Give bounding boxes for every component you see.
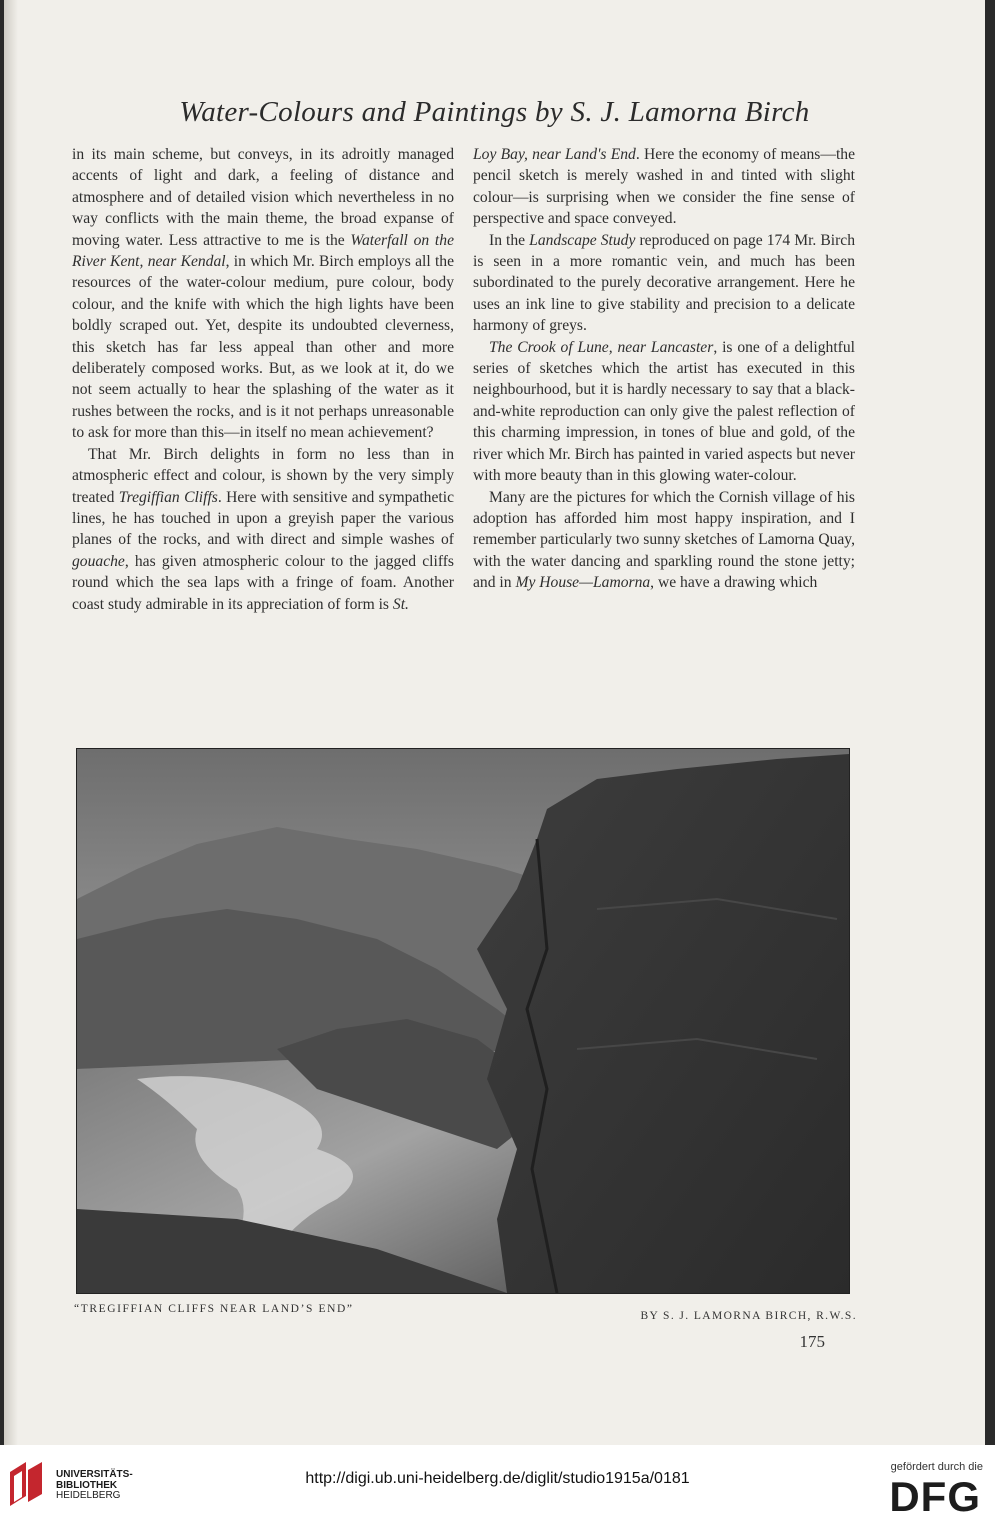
italic-title: Loy Bay, near Land's End <box>473 146 636 163</box>
text-run: In the <box>489 231 530 249</box>
source-url[interactable]: http://digi.ub.uni-heidelberg.de/diglit/studio1915a/0181 <box>305 1470 690 1487</box>
dfg-logo: DFG <box>889 1473 981 1520</box>
italic-title: My House—Lamorna <box>515 574 651 592</box>
text-run: , is one of a delightful series of sketches which the artist has executed in this neighbourhood, but it is hardly necessary to say that a black-and-white reproduction can only give the palest reflection of this charming impression, in tones of blue and gold, of the river which Mr. Birch has painted in varied aspects but never with more beauty than in this glowing water-colour. <box>473 338 855 485</box>
text-run: , in which Mr. Birch employs all the resources of the water-colour medium, pure colour, body colour, and the knife with which the high lights have been boldly scraped out. Yet, despite its undoubted cleverness, this sketch has far less appeal than other and more deliberately composed works. But, as we look at it, do we not seem actually to hear the splashing of the water as it rushes between the rocks, and is it not perhaps unreasonable to ask for more than this—in itself no mean achievement? <box>72 253 454 442</box>
text-run: Many are the pictures for which the Cornish village of his adoption has afforded him most happy inspiration, and I remember particularly two sunny sketches of Lamorna Quay, with the water dancing and sparkling round the stone jetty; and in <box>473 488 855 592</box>
text-run: , we have a drawing which <box>650 574 818 592</box>
text-run: . Here the economy of means—the pencil sketch is merely washed in and tinted with slight colour—is surprising when we consider the fine sense of perspective and space conveyed. <box>473 146 855 228</box>
text-run: . Here with sensitive and sympathetic lines, he has touched in upon a greyish paper the various planes of the rocks, and with direct and simple washes of <box>72 488 454 549</box>
paragraph <box>72 144 454 444</box>
scanned-page <box>4 0 985 1445</box>
text-run: That Mr. Birch delights in form no less than in atmospheric effect and colour, is shown by the very simply treated <box>72 445 454 506</box>
page-gutter-shadow <box>4 0 18 1445</box>
library-name-line-1: UNIVERSITÄTS- <box>56 1469 133 1480</box>
cliff-drawing <box>77 749 849 1293</box>
italic-title: St. <box>392 595 409 613</box>
text-run: , has given atmospheric colour to the jagged cliffs round which the sea laps with a fringe of foam. Another coast study admirable in its appreciation of form is <box>72 552 454 613</box>
paragraph <box>473 487 855 594</box>
paragraph <box>473 230 855 337</box>
text-run: in its main scheme, but conveys, in its adroitly managed accents of light and dark, a feeling of distance and atmosphere and of detailed vision which nevertheless in no way conflicts with the main theme, the broad expanse of moving water. Less attractive to me is the <box>72 146 454 249</box>
italic-title: gouache <box>72 552 125 570</box>
right-text-column <box>473 144 855 594</box>
text-run: reproduced on page 174 Mr. Birch is seen in a more romantic vein, and much has been subordinated to the purely decorative arrangement. Here he uses an ink line to give stability and precision to a delicate harmony of greys. <box>473 231 855 335</box>
running-head: Water-Colours and Paintings by S. J. Lamorna Birch <box>179 96 810 128</box>
library-name-line-2: BIBLIOTHEK <box>56 1479 118 1491</box>
italic-title: The Crook of Lune, near Lancaster <box>489 338 714 356</box>
plate-caption-title: “TREGIFFIAN CLIFFS NEAR LAND’S END” <box>74 1303 354 1315</box>
italic-title: Landscape Study <box>529 231 636 249</box>
left-text-column <box>72 144 454 615</box>
page-number: 175 <box>799 1332 825 1351</box>
paragraph <box>72 444 454 615</box>
italic-title: Tregiffian Cliffs <box>118 488 218 506</box>
plate-caption-credit: BY S. J. LAMORNA BIRCH, R.W.S. <box>640 1310 857 1322</box>
funding-note: gefördert durch die <box>890 1461 983 1473</box>
library-name-line-3: HEIDELBERG <box>56 1490 121 1501</box>
tregiffian-cliffs-illustration <box>76 748 850 1294</box>
italic-title: Waterfall on the River Kent, near Kendal <box>72 231 454 271</box>
paragraph <box>473 337 855 487</box>
paragraph <box>473 144 855 230</box>
